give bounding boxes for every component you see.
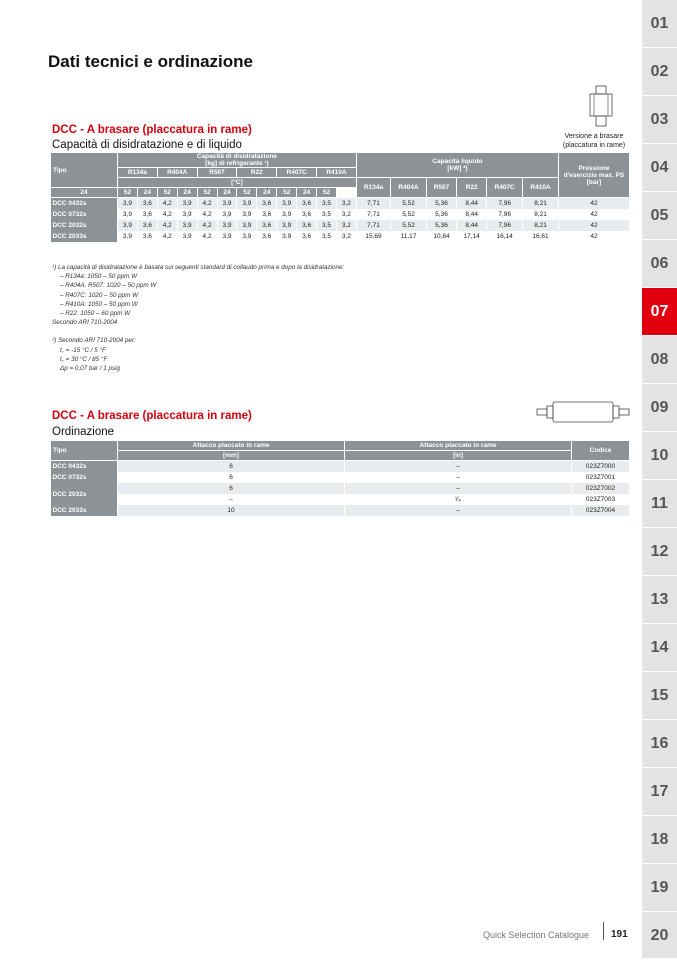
section1-subtitle: Capacità di disidratazione e di liquido [52, 139, 242, 151]
drying-value: 3,6 [257, 220, 277, 231]
order-code: 023Z7001 [572, 472, 630, 483]
col-drying [118, 153, 357, 168]
chapter-tab-04[interactable]: 04 [642, 144, 677, 192]
chapter-tab-19[interactable]: 19 [642, 864, 677, 912]
temp-header: 52 [317, 188, 337, 198]
temp-header: 52 [237, 188, 257, 198]
liquid-value: 7,96 [487, 220, 523, 231]
chapter-tab-13[interactable]: 13 [642, 576, 677, 624]
drying-value: 3,2 [336, 209, 356, 220]
order-unit-mm: [mm] [118, 451, 345, 461]
liquid-value: 7,71 [356, 220, 390, 231]
drying-value: 3,6 [257, 209, 277, 220]
drying-value: 3,2 [336, 220, 356, 231]
liquid-value: 17,14 [457, 231, 487, 242]
drying-value: 3,9 [217, 198, 237, 210]
connection-mm: 6 [118, 472, 345, 483]
pressure-value: 42 [559, 209, 630, 220]
drying-value: 3,6 [257, 198, 277, 210]
drying-value: 3,5 [317, 231, 337, 242]
liquid-value: 16,61 [523, 231, 559, 242]
liquid-value: 8,44 [457, 220, 487, 231]
drying-value: 3,5 [317, 198, 337, 210]
brazed-filter-drawing [584, 84, 618, 130]
liquid-value: 5,36 [426, 209, 456, 220]
row-type: DCC 2033s [51, 231, 118, 242]
temp-header: 24 [177, 188, 197, 198]
temp-header: 52 [118, 188, 138, 198]
section1-title: DCC - A brasare (placcatura in rame) [52, 124, 252, 136]
table-row [51, 220, 630, 231]
liquid-value: 5,52 [391, 209, 427, 220]
image-caption [558, 132, 630, 150]
liquid-value: 11,17 [391, 231, 427, 242]
footnote-line: Δp = 0,07 bar / 1 psig [60, 365, 121, 373]
drying-value: 4,2 [157, 220, 177, 231]
row-type: DCC 0432s [51, 461, 118, 473]
chapter-tab-05[interactable]: 05 [642, 192, 677, 240]
section2-subtitle: Ordinazione [52, 426, 115, 438]
liquid-value: 7,96 [487, 198, 523, 210]
drying-value: 4,2 [157, 198, 177, 210]
liq-ref-3: R22 [457, 178, 487, 198]
footnote-line: – R404A, R507: 1020 – 50 ppm W [60, 282, 157, 290]
drying-value: 3,9 [177, 220, 197, 231]
connection-in: – [345, 483, 572, 494]
chapter-tab-02[interactable]: 02 [642, 48, 677, 96]
chapter-tab-15[interactable]: 15 [642, 672, 677, 720]
temp-header: 24 [257, 188, 277, 198]
refrigerant-header: R410A [317, 168, 357, 178]
refrigerant-header: R134a [118, 168, 158, 178]
liq-ref-5: R410A [523, 178, 559, 198]
section2-title: DCC - A brasare (placcatura in rame) [52, 410, 252, 422]
liquid-value: 8,21 [523, 220, 559, 231]
chapter-tab-07[interactable]: 07 [642, 288, 677, 336]
order-col-tipo: Tipo [51, 441, 118, 461]
drying-value: 3,9 [277, 220, 297, 231]
drying-value: 3,6 [257, 231, 277, 242]
chapter-tab-08[interactable]: 08 [642, 336, 677, 384]
drying-value: 3,9 [237, 220, 257, 231]
connection-mm: – [118, 494, 345, 505]
row-type: DCC 2033s [51, 505, 118, 516]
drying-value: 3,6 [137, 209, 157, 220]
liq-ref-1: R404A [391, 178, 427, 198]
drying-value: 3,9 [217, 220, 237, 231]
drying-value: 3,9 [237, 198, 257, 210]
chapter-tab-09[interactable]: 09 [642, 384, 677, 432]
pressure-value: 42 [559, 198, 630, 210]
drying-value: 3,6 [137, 198, 157, 210]
chapter-tab-10[interactable]: 10 [642, 432, 677, 480]
drying-value: 4,2 [197, 198, 217, 210]
refrigerant-header: R407C [277, 168, 317, 178]
temp-header: 24 [297, 188, 317, 198]
footer-catalogue: Quick Selection Catalogue [483, 930, 590, 940]
row-type: DCC 2032s [51, 483, 118, 505]
drying-value: 4,2 [157, 231, 177, 242]
connection-in: – [345, 472, 572, 483]
row-type: DCC 0432s [51, 198, 118, 210]
chapter-tab-11[interactable]: 11 [642, 480, 677, 528]
liquid-value: 5,36 [426, 198, 456, 210]
footer-separator [603, 922, 604, 940]
drying-value: 3,6 [137, 220, 157, 231]
liquid-value: 7,71 [356, 209, 390, 220]
liquid-cap-label: Capacità liquido [432, 158, 483, 165]
order-col-mm: Attacco placcato in rame [118, 441, 345, 451]
order-code: 023Z7000 [572, 461, 630, 473]
footnote-line: – R134a: 1050 – 50 ppm W [60, 273, 138, 281]
drying-value: 3,6 [137, 231, 157, 242]
connection-in: – [345, 461, 572, 473]
footnote-line: t꜀ = -15 °C / 5 °F [60, 346, 106, 354]
drying-value: 3,9 [277, 209, 297, 220]
liquid-unit-label: [kW] ²) [447, 165, 468, 172]
pressure-value: 42 [559, 231, 630, 242]
table-row [51, 198, 630, 210]
drying-value: 3,9 [177, 209, 197, 220]
footnote-line: – R410A: 1050 – 50 ppm W [60, 300, 138, 308]
table-row [51, 483, 630, 494]
chapter-tab-17[interactable]: 17 [642, 768, 677, 816]
liquid-value: 16,14 [487, 231, 523, 242]
liquid-value: 5,52 [391, 220, 427, 231]
chapter-tab-01[interactable]: 01 [642, 0, 677, 48]
chapter-tab-03[interactable]: 03 [642, 96, 677, 144]
drying-value: 4,2 [157, 209, 177, 220]
footnote-line: ¹) La capacità di disidratazione è basata sui seguenti standard di collaudo prima e dopo la disidratazione: [52, 264, 345, 271]
footnote-line: t꜀ = 30 °C / 85 °F [60, 355, 108, 363]
drying-value: 4,2 [197, 209, 217, 220]
drying-value: 3,2 [336, 198, 356, 210]
temp-header: 24 [51, 188, 118, 198]
ordering-table [50, 440, 630, 516]
drying-value: 3,6 [297, 231, 317, 242]
drying-value: 3,2 [336, 231, 356, 242]
drying-value: 3,9 [118, 220, 138, 231]
connection-mm: 10 [118, 505, 345, 516]
refrigerant-header: R22 [237, 168, 277, 178]
temp-header: 24 [217, 188, 237, 198]
footnote-line: – R22: 1050 – 60 ppm W [60, 310, 131, 318]
table-row [51, 505, 630, 516]
table-row [51, 461, 630, 473]
temp-header: 52 [277, 188, 297, 198]
liquid-value: 7,71 [356, 198, 390, 210]
chapter-tab-12[interactable]: 12 [642, 528, 677, 576]
drying-value: 3,9 [217, 231, 237, 242]
caption-line-1: Versione a brasare [564, 133, 624, 140]
capacity-table [50, 152, 630, 242]
footnote-line: – R407C: 1020 – 50 ppm W [60, 291, 139, 299]
liquid-value: 15,69 [356, 231, 390, 242]
drying-value: 4,2 [197, 231, 217, 242]
connection-mm: 6 [118, 483, 345, 494]
chapter-tab-14[interactable]: 14 [642, 624, 677, 672]
temp-header: 24 [137, 188, 157, 198]
liquid-value: 5,52 [391, 198, 427, 210]
row-type: DCC 0732s [51, 209, 118, 220]
drying-value: 3,9 [237, 209, 257, 220]
col-liquid [356, 153, 558, 178]
pressure-value: 42 [559, 220, 630, 231]
drying-value: 3,9 [118, 209, 138, 220]
liquid-value: 8,21 [523, 209, 559, 220]
order-col-code: Codice [572, 441, 630, 461]
liquid-value: 8,44 [457, 209, 487, 220]
connection-mm: 6 [118, 461, 345, 473]
drying-value: 3,9 [277, 198, 297, 210]
row-type: DCC 2032s [51, 220, 118, 231]
col-tipo: Tipo [51, 153, 118, 188]
liquid-value: 8,44 [457, 198, 487, 210]
order-code: 023Z7002 [572, 483, 630, 494]
footnote-line [52, 327, 344, 336]
liq-ref-4: R407C [487, 178, 523, 198]
chapter-tab-20[interactable]: 20 [642, 912, 677, 960]
drying-value: 3,6 [297, 209, 317, 220]
order-code: 023Z7003 [572, 494, 630, 505]
drying-value: 3,5 [317, 220, 337, 231]
drying-value: 3,9 [217, 209, 237, 220]
footnotes [52, 263, 344, 373]
table-row [51, 494, 630, 505]
table-row [51, 231, 630, 242]
refrigerant-header: R507 [197, 168, 237, 178]
liq-ref-0: R134a [356, 178, 390, 198]
chapter-tab-16[interactable]: 16 [642, 720, 677, 768]
liq-ref-2: R507 [426, 178, 456, 198]
footnote-line: Secondo ARI 710-2004 [52, 319, 118, 327]
liquid-value: 8,21 [523, 198, 559, 210]
footnote-line: ²) Secondo ARI 710-2004 per: [52, 337, 136, 345]
col-pressure: Pressione d'esercizio max. PS [bar] [559, 153, 630, 198]
drying-unit-label: [kg] di refrigerante ¹) [205, 160, 269, 167]
page-title: Dati tecnici e ordinazione [48, 52, 253, 71]
drying-value: 3,9 [277, 231, 297, 242]
refrigerant-header: R404A [157, 168, 197, 178]
drying-value: 3,9 [118, 198, 138, 210]
chapter-tab-18[interactable]: 18 [642, 816, 677, 864]
chapter-tab-06[interactable]: 06 [642, 240, 677, 288]
drying-value: 3,9 [118, 231, 138, 242]
chapter-tabs [642, 0, 677, 958]
connection-in: – [345, 505, 572, 516]
liquid-value: 10,84 [426, 231, 456, 242]
drying-value: 3,9 [177, 198, 197, 210]
drying-value: 3,9 [177, 231, 197, 242]
table-row [51, 209, 630, 220]
page-number: 191 [611, 929, 628, 940]
drying-value: 3,6 [297, 220, 317, 231]
filter-drier-drawing [535, 400, 631, 424]
order-unit-in: [in] [345, 451, 572, 461]
row-type: DCC 0732s [51, 472, 118, 483]
drying-value: 3,5 [317, 209, 337, 220]
temp-header: 52 [197, 188, 217, 198]
order-code: 023Z7004 [572, 505, 630, 516]
liquid-value: 5,36 [426, 220, 456, 231]
liquid-value: 7,96 [487, 209, 523, 220]
temp-header: 52 [157, 188, 177, 198]
drying-cap-label: Capacità di disidratazione [196, 153, 278, 160]
drying-value: 3,6 [297, 198, 317, 210]
connection-in: ¹⁄₄ [345, 494, 572, 505]
caption-line-2: (placcatura in rame) [562, 142, 626, 149]
order-col-in: Attacco placcato in rame [345, 441, 572, 451]
table-row [51, 472, 630, 483]
drying-value: 3,9 [237, 231, 257, 242]
drying-value: 4,2 [197, 220, 217, 231]
temp-unit: [°C] [118, 178, 357, 188]
